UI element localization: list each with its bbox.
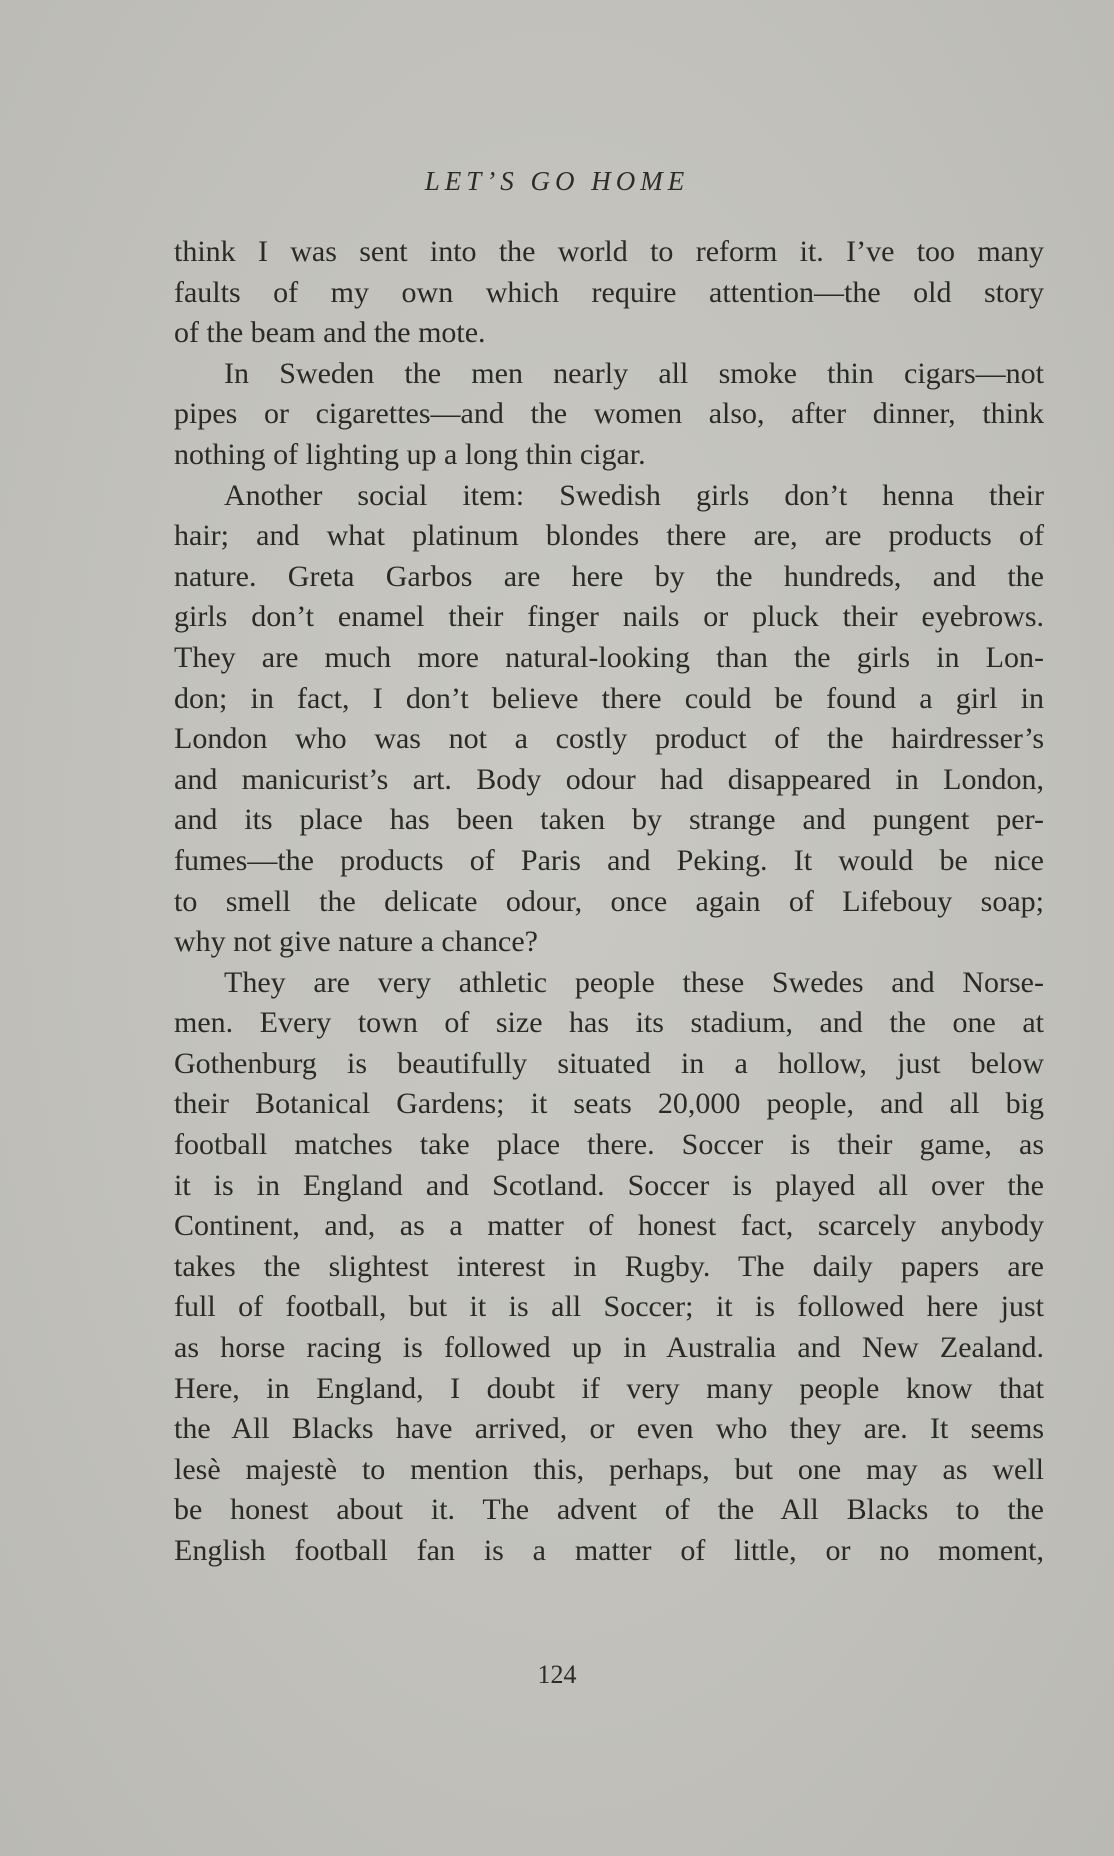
text-line: full of football, but it is all Soccer; it is followed here just bbox=[174, 1290, 1044, 1324]
text-line: They are very athletic people these Swedes and Norse- bbox=[224, 965, 1044, 999]
text-line: nothing of lighting up a long thin cigar. bbox=[174, 437, 646, 471]
text-line: They are much more natural-looking than the girls in Lon- bbox=[174, 640, 1044, 674]
text-line: and manicurist’s art. Body odour had disappeared in London, bbox=[174, 762, 1044, 796]
text-line: as horse racing is followed up in Australia and New Zealand. bbox=[174, 1331, 1044, 1365]
text-line: London who was not a costly product of the hairdresser’s bbox=[174, 722, 1044, 756]
text-line: why not give nature a chance? bbox=[174, 925, 538, 959]
text-line: In Sweden the men nearly all smoke thin cigars—not bbox=[224, 356, 1044, 390]
text-line: faults of my own which require attention—the old story bbox=[174, 275, 1044, 309]
text-line: and its place has been taken by strange and pungent per- bbox=[174, 803, 1044, 837]
text-line: Here, in England, I doubt if very many people know that bbox=[174, 1371, 1044, 1405]
body-text bbox=[174, 232, 1044, 1572]
text-line: be honest about it. The advent of the All Blacks to the bbox=[174, 1493, 1044, 1527]
text-line: nature. Greta Garbos are here by the hundreds, and the bbox=[174, 559, 1044, 593]
text-line: Continent, and, as a matter of honest fact, scarcely anybody bbox=[174, 1209, 1044, 1243]
text-line: Gothenburg is beautifully situated in a hollow, just below bbox=[174, 1046, 1044, 1080]
text-line: the All Blacks have arrived, or even who they are. It seems bbox=[174, 1412, 1044, 1446]
text-line: Another social item: Swedish girls don’t henna their bbox=[224, 478, 1044, 512]
page-number: 124 bbox=[537, 1660, 577, 1689]
text-line: think I was sent into the world to reform it. I’ve too many bbox=[174, 235, 1044, 268]
text-line: their Botanical Gardens; it seats 20,000 people, and all big bbox=[174, 1087, 1044, 1121]
text-line: it is in England and Scotland. Soccer is played all over the bbox=[174, 1168, 1044, 1202]
text-line: English football fan is a matter of little, or no moment, bbox=[174, 1534, 1044, 1567]
text-line: don; in fact, I don’t believe there could be found a girl in bbox=[174, 681, 1044, 715]
text-line: lesè majestè to mention this, perhaps, but one may as well bbox=[174, 1452, 1044, 1486]
text-line: men. Every town of size has its stadium, and the one at bbox=[174, 1006, 1044, 1040]
text-line: pipes or cigarettes—and the women also, after dinner, think bbox=[174, 397, 1044, 431]
text-line: takes the slightest interest in Rugby. The daily papers are bbox=[174, 1249, 1044, 1283]
text-line: girls don’t enamel their finger nails or pluck their eyebrows. bbox=[174, 600, 1044, 634]
text-line: of the beam and the mote. bbox=[174, 316, 486, 350]
text-line: hair; and what platinum blondes there are, are products of bbox=[174, 519, 1044, 553]
text-line: to smell the delicate odour, once again of Lifebouy soap; bbox=[174, 884, 1044, 918]
text-line: football matches take place there. Soccer is their game, as bbox=[174, 1128, 1044, 1162]
running-title: LET’S GO HOME bbox=[424, 166, 690, 196]
text-line: fumes—the products of Paris and Peking. It would be nice bbox=[174, 843, 1044, 877]
